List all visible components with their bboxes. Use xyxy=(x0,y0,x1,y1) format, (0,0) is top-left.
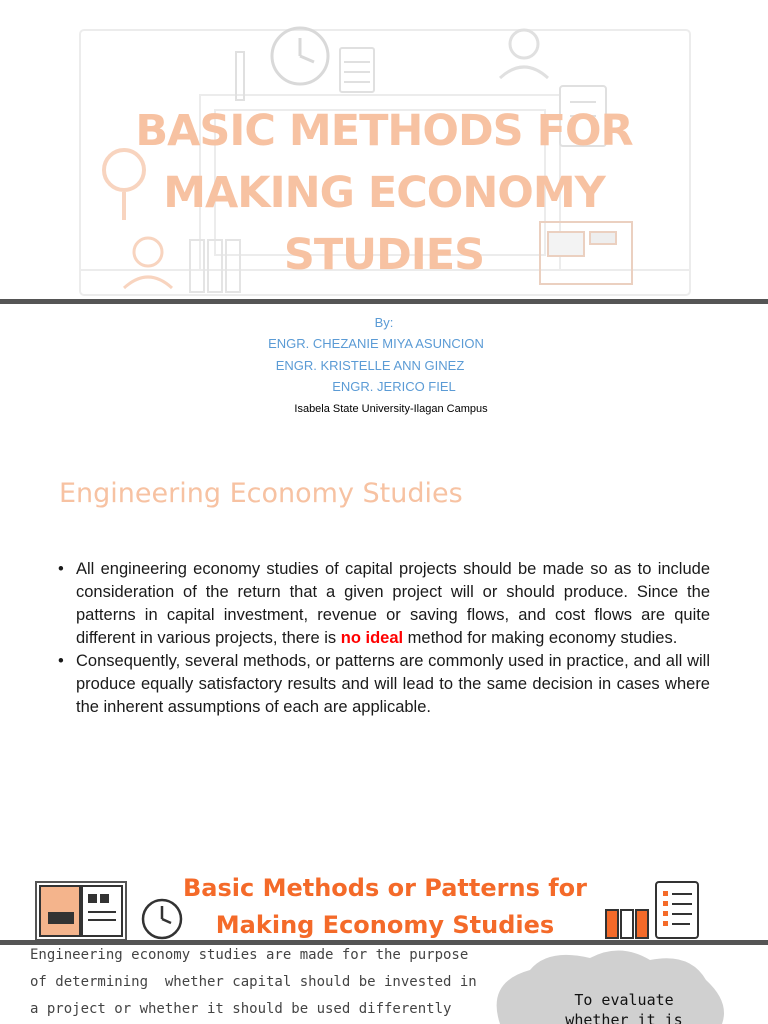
bullet-text: Consequently, several methods, or patterns are commonly used in practice, and all will produce equally satisfactory results and will lead to the same decision in cases where the inherent assumptions of each are applicable. xyxy=(76,652,710,716)
clock-icon xyxy=(272,28,328,84)
methods-slide xyxy=(0,862,768,1024)
author-1: ENGR. CHEZANIE MIYA ASUNCION xyxy=(268,336,484,351)
bullet-item xyxy=(58,558,710,650)
body-text xyxy=(30,942,510,1023)
slide-heading: Engineering Economy Studies xyxy=(59,478,463,509)
bullet-list xyxy=(58,558,710,719)
bullet-text: method for making economy studies. xyxy=(403,629,678,647)
heading-line: Basic Methods or Patterns for xyxy=(183,874,587,902)
institution: Isabela State University-Ilagan Campus xyxy=(294,403,488,415)
heading-line: Making Economy Studies xyxy=(215,911,555,939)
clock-icon xyxy=(143,900,181,938)
body-line: of determining whether capital should be invested in xyxy=(30,974,477,990)
cloud-line: To evaluate xyxy=(574,991,674,1009)
checklist-icon xyxy=(656,882,698,938)
highlight-text: no ideal xyxy=(340,629,404,647)
pencil-icon xyxy=(236,52,244,100)
body-line: Engineering economy studies are made for the purpose xyxy=(30,947,469,963)
body-line: a project or whether it should be used differently xyxy=(30,1001,452,1017)
title-slide xyxy=(0,0,768,440)
bullet-item xyxy=(58,650,710,719)
by-label: By: xyxy=(374,315,394,330)
cloud-line: whether it is xyxy=(565,1011,683,1024)
book-icon xyxy=(36,882,126,940)
calculator-icon xyxy=(340,48,374,92)
author-3: ENGR. JERICO FIEL xyxy=(332,379,456,394)
slide-heading xyxy=(180,870,590,944)
content-slide xyxy=(0,452,768,850)
person-icon xyxy=(500,30,548,78)
cloud-text xyxy=(540,990,708,1024)
binder-icon xyxy=(606,910,648,938)
slide-title: BASIC METHODS FOR MAKING ECONOMY STUDIES xyxy=(135,106,633,280)
divider-rule xyxy=(0,299,768,304)
bullet-text: All engineering economy studies of capital projects should be made so as to include consideration of the return that a given project will or should produce. Since the patterns in capital investment, revenue or saving flows, and cost flows are quite different in various projects, there is xyxy=(76,560,710,647)
author-2: ENGR. KRISTELLE ANN GINEZ xyxy=(275,358,465,373)
